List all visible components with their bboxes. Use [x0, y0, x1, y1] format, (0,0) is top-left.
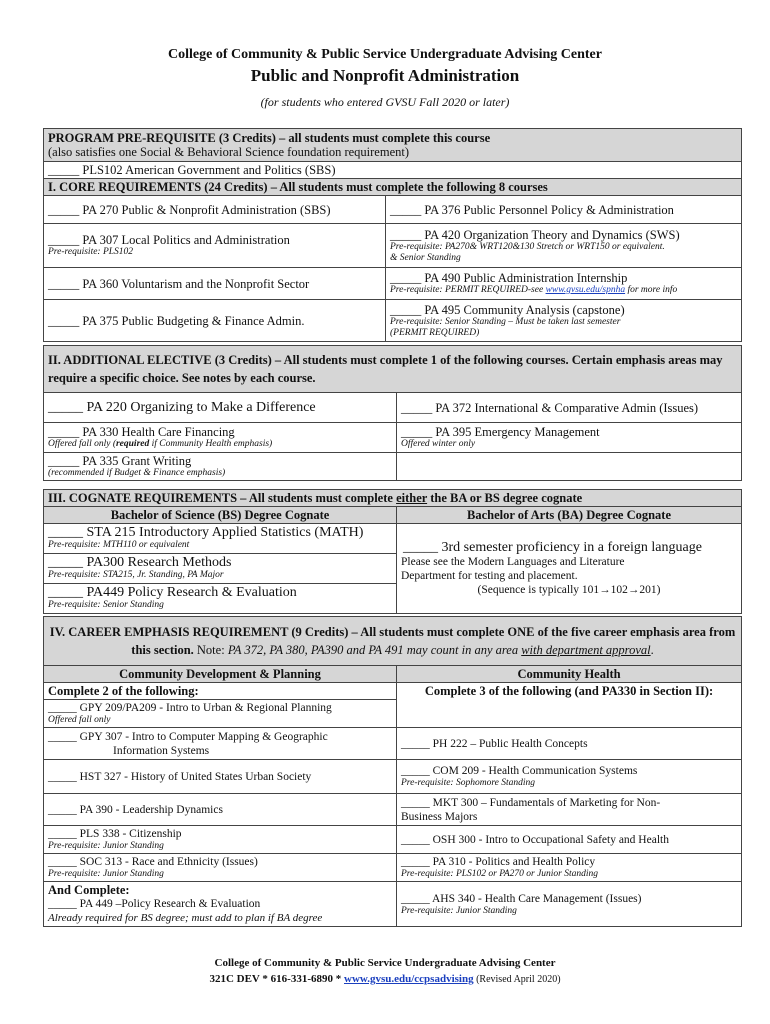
ch-course[interactable] — [397, 794, 742, 826]
core-course[interactable] — [386, 300, 742, 342]
core-course[interactable]: _____ PA 375 Public Budgeting & Finance Admin. — [44, 300, 386, 342]
course-prereq: Pre-requisite: PLS102 or PA270 or Junior Standing — [401, 869, 599, 879]
course-prereq: & Senior Standing — [390, 252, 461, 263]
cdp-course[interactable] — [44, 728, 397, 760]
ch-course[interactable] — [397, 760, 742, 794]
course-note: Already required for BS degree; must add to plan if BA degree — [48, 912, 323, 924]
cognate-heading — [44, 490, 742, 507]
bs-course[interactable] — [44, 554, 397, 584]
page-subtitle: (for students who entered GVSU Fall 2020 or later) — [260, 95, 510, 109]
course-note: Offered winter only — [401, 439, 476, 449]
course-prereq: Pre-requisite: MTH110 or equivalent — [48, 540, 190, 550]
core-course[interactable]: _____ PA 360 Voluntarism and the Nonprofit Sector — [44, 268, 386, 300]
ba-note: Please see the Modern Languages and Literature — [401, 555, 625, 568]
core-course[interactable] — [44, 224, 386, 268]
elective-course[interactable] — [44, 423, 397, 453]
course-prereq: Pre-requisite: Senior Standing – Must be taken last semester — [390, 316, 621, 327]
cognate-heading-a: III. COGNATE REQUIREMENTS – All students must complete — [48, 491, 397, 505]
course-prereq: Pre-requisite: Sophomore Standing — [401, 778, 536, 788]
ch-course[interactable] — [397, 882, 742, 927]
empty-cell — [397, 453, 742, 481]
ba-course-title: _____ 3rd semester proficiency in a foreign language — [403, 539, 702, 555]
course-prereq: (PERMIT REQUIRED) — [390, 327, 480, 338]
course-title: _____ PLS 338 - Citizenship — [48, 828, 182, 840]
cdp-subheading: Complete 2 of the following: — [44, 683, 397, 700]
core-course[interactable] — [386, 268, 742, 300]
course-title: _____ SOC 313 - Race and Ethnicity (Issues) — [48, 856, 258, 868]
course-title: _____ PA 335 Grant Writing — [48, 454, 192, 468]
core-course[interactable]: _____ PA 270 Public & Nonprofit Administration (SBS) — [44, 196, 386, 224]
course-title: _____ PA300 Research Methods — [48, 555, 232, 570]
career-heading-text: IV. CAREER EMPHASIS REQUIREMENT (9 Credits) – All students must complete ONE of the five career emphasis area from this section. — [49, 625, 736, 657]
spnha-link[interactable]: www.gvsu.edu/spnha — [545, 285, 626, 295]
course-note: (recommended if Budget & Finance emphasis) — [48, 468, 226, 478]
course-prereq: Offered fall only — [48, 715, 111, 725]
course-title: _____ PA 449 –Policy Research & Evaluation — [48, 898, 261, 910]
course-prereq: Pre-requisite: Junior Standing — [401, 905, 517, 916]
course-title: _____ PA 420 Organization Theory and Dynamics (SWS) — [390, 227, 680, 242]
note-required: required — [115, 439, 150, 449]
prereq-heading: PROGRAM PRE-REQUISITE (3 Credits) – all students must complete this course — [48, 131, 491, 145]
ch-course[interactable]: _____ OSH 300 - Intro to Occupational Safety and Health — [397, 826, 742, 854]
elective-course[interactable]: _____ PA 220 Organizing to Make a Difference — [44, 393, 397, 423]
elective-heading: II. ADDITIONAL ELECTIVE (3 Credits) – All students must complete 1 of the following courses. Certain emphasis areas may require a specific choice. See notes by each course. — [44, 346, 742, 393]
advising-center-heading: College of Community & Public Service Undergraduate Advising Center — [168, 47, 602, 62]
cognate-table — [43, 489, 742, 614]
bs-cognate-heading: Bachelor of Science (BS) Degree Cognate — [44, 507, 397, 524]
cdp-course[interactable]: _____ HST 327 - History of United States Urban Society — [44, 760, 397, 794]
course-prereq: Pre-requisite: PLS102 — [48, 247, 134, 257]
career-heading — [44, 617, 742, 666]
cdp-course[interactable] — [44, 826, 397, 854]
course-prereq: Pre-requisite: PA270& WRT120&130 Stretch or WRT150 or equivalent. — [390, 241, 665, 252]
elective-course[interactable] — [397, 423, 742, 453]
career-note-approval: with department approval — [521, 643, 651, 657]
ch-subheading: Complete 3 of the following (and PA330 in Section II): — [397, 683, 742, 728]
cdp-required-course[interactable] — [44, 882, 397, 927]
elective-course[interactable]: _____ PA 372 International & Comparative Admin (Issues) — [397, 393, 742, 423]
career-note: PA 372, PA 380, PA390 and PA 491 may count in any area — [227, 643, 522, 657]
course-title: _____ PA 330 Health Care Financing — [48, 425, 235, 439]
bs-course[interactable] — [44, 584, 397, 614]
core-course[interactable] — [386, 224, 742, 268]
ba-note: Department for testing and placement. — [401, 569, 578, 582]
course-title-cont: Information Systems — [113, 744, 210, 757]
cdp-course[interactable]: _____ PA 390 - Leadership Dynamics — [44, 794, 397, 826]
core-heading: I. CORE REQUIREMENTS (24 Credits) – All students must complete the following 8 courses — [44, 179, 742, 196]
career-table — [43, 616, 742, 927]
ba-course[interactable] — [397, 524, 742, 614]
advising-link[interactable]: www.gvsu.edu/ccpsadvising — [344, 973, 474, 985]
note-text: if Community Health emphasis) — [149, 439, 273, 449]
ba-sequence: (Sequence is typically 101→102→201) — [477, 583, 661, 596]
course-title: _____ AHS 340 - Health Care Management (Issues) — [401, 892, 642, 905]
course-note — [48, 439, 392, 450]
career-note-label: Note: — [193, 643, 228, 657]
bs-course[interactable] — [44, 524, 397, 554]
prereq-text: for more info — [625, 285, 678, 295]
ch-heading: Community Health — [397, 666, 742, 683]
course-title: _____ PA 310 - Politics and Health Policy — [401, 856, 596, 868]
page-title: Public and Nonprofit Administration — [250, 66, 520, 85]
course-prereq: Pre-requisite: Junior Standing — [48, 869, 164, 879]
cdp-course[interactable] — [44, 700, 397, 728]
course-title: _____ MKT 300 – Fundamentals of Marketing for Non- — [401, 796, 661, 809]
career-note-end: . — [650, 643, 654, 657]
course-title: _____ PA 395 Emergency Management — [401, 425, 600, 439]
course-prereq: Pre-requisite: STA215, Jr. Standing, PA Major — [48, 570, 224, 580]
prereq-course[interactable]: _____ PLS102 American Government and Politics (SBS) — [44, 162, 742, 179]
course-prereq — [390, 285, 737, 296]
cdp-course[interactable] — [44, 854, 397, 882]
ch-course[interactable] — [397, 854, 742, 882]
course-title: _____ COM 209 - Health Communication Systems — [401, 765, 638, 777]
course-title-cont: Business Majors — [401, 810, 478, 823]
and-complete-label: And Complete: — [48, 883, 130, 897]
core-table — [43, 128, 742, 342]
course-title: _____ PA 490 Public Administration Internship — [390, 271, 628, 285]
elective-table — [43, 345, 742, 481]
course-title: _____ GPY 307 - Intro to Computer Mapping & Geographic — [48, 730, 328, 743]
footer-center: College of Community & Public Service Undergraduate Advising Center — [214, 957, 556, 969]
course-title: _____ GPY 209/PA209 - Intro to Urban & Regional Planning — [48, 702, 332, 714]
cdp-heading: Community Development & Planning — [44, 666, 397, 683]
footer-contact — [0, 973, 770, 985]
ba-cognate-heading: Bachelor of Arts (BA) Degree Cognate — [397, 507, 742, 524]
prereq-text: Pre-requisite: PERMIT REQUIRED-see — [390, 285, 546, 295]
prereq-note: (also satisfies one Social & Behavioral Science foundation requirement) — [48, 145, 409, 159]
course-title: _____ PA 307 Local Politics and Administration — [48, 233, 290, 247]
note-text: Offered fall only ( — [48, 439, 116, 449]
course-title: _____ PA 495 Community Analysis (capstone) — [390, 302, 625, 317]
cognate-heading-b: the BA or BS degree cognate — [427, 491, 583, 505]
footer-office: 321C DEV * 616-331-6890 * — [209, 973, 344, 985]
course-title: _____ STA 215 Introductory Applied Statistics (MATH) — [48, 525, 364, 540]
course-prereq: Pre-requisite: Junior Standing — [48, 841, 164, 851]
ch-course[interactable]: _____ PH 222 – Public Health Concepts — [397, 728, 742, 760]
course-title: _____ PA449 Policy Research & Evaluation — [48, 585, 297, 600]
revised-date: (Revised April 2020) — [473, 974, 561, 985]
elective-course[interactable] — [44, 453, 397, 481]
course-prereq: Pre-requisite: Senior Standing — [48, 600, 164, 610]
cognate-heading-either: either — [396, 491, 428, 505]
core-course[interactable]: _____ PA 376 Public Personnel Policy & Administration — [386, 196, 742, 224]
